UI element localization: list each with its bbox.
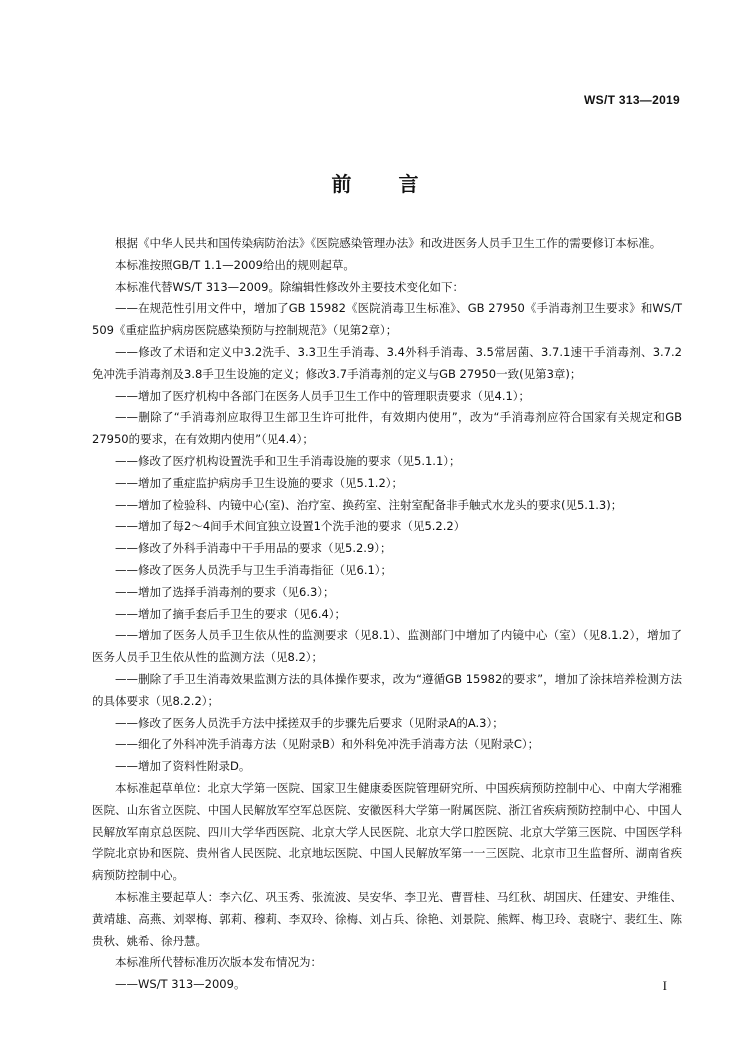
change-item: ——在规范性引用文件中，增加了GB 15982《医院消毒卫生标准》、GB 27950《手消毒剂卫生要求》和WS/T 509《重症监护病房医院感染预防与控制规范》（见第2章）； <box>92 301 682 338</box>
foreword-body <box>92 233 682 996</box>
change-item: ——增加了医疗机构中各部门在医务人员手卫生工作中的管理职责要求（见4.1）； <box>115 388 531 403</box>
paragraph: 本标准所代替标准历次版本发布情况为： <box>115 955 322 970</box>
change-item: ——删除了手卫生消毒效果监测方法的具体操作要求，改为“遵循GB 15982的要求”，增加了涂抹培养检测方法的具体要求（见8.2.2）； <box>92 671 682 708</box>
change-item: ——增加了摘手套后手卫生的要求（见6.4）； <box>115 606 347 621</box>
change-item: ——增加了重症监护病房手卫生设施的要求（见5.1.2）； <box>115 475 404 490</box>
page-number: I <box>662 978 667 993</box>
change-item: ——增加了资料性附录D。 <box>115 759 251 774</box>
change-item: ——修改了医疗机构设置洗手和卫生手消毒设施的要求（见5.1.1）； <box>115 453 461 468</box>
change-item: ——增加了每2～4间手术间宜独立设置1个洗手池的要求（见5.2.2） <box>115 519 466 534</box>
paragraph: 根据《中华人民共和国传染病防治法》《医院感染管理办法》和改进医务人员手卫生工作的需要修订本标准。 <box>115 236 662 250</box>
paragraph: 本标准代替WS/T 313—2009。除编辑性修改外主要技术变化如下： <box>115 279 464 294</box>
change-item: ——增加了选择手消毒剂的要求（见6.3）； <box>115 584 335 599</box>
change-item: ——修改了外科手消毒中干手用品的要求（见5.2.9）； <box>115 541 392 556</box>
change-item: ——修改了医务人员洗手方法中揉搓双手的步骤先后要求（见附录A的A.3）； <box>115 715 504 730</box>
paragraph: 本标准主要起草人：李六亿、巩玉秀、张流波、吴安华、李卫光、曹晋桂、马红秋、胡国庆、任建安、尹维佳、黄靖雄、高燕、刘翠梅、郭莉、穆莉、李双玲、徐梅、刘占兵、徐艳、刘景院、熊辉、梅卫玲、袁晓宁、裴红生、陈贵秋、姚希、徐丹慧。 <box>92 889 682 948</box>
change-item: ——WS/T 313—2009。 <box>115 977 246 992</box>
paragraph: 本标准按照GB/T 1.1—2009给出的规则起草。 <box>115 257 355 272</box>
change-item: ——细化了外科冲洗手消毒方法（见附录B）和外科免冲洗手消毒方法（见附录C）； <box>115 737 540 752</box>
paragraph: 本标准起草单位：北京大学第一医院、国家卫生健康委医院管理研究所、中国疾病预防控制中心、中南大学湘雅医院、山东省立医院、中国人民解放军空军总医院、安徽医科大学第一附属医院、浙江省疾病预防控制中心、中国人民解放军南京总医院、四川大学华西医院、北京大学人民医院、北京大学口腔医院、北京大学第三医院、中国医学科学院北京协和医院、贵州省人民医院、北京地坛医院、中国人民解放军第一一三医院、北京市卫生监督所、湖南省疾病预防控制中心。 <box>92 780 682 883</box>
document-code: WS/T 313—2019 <box>584 93 680 107</box>
page-title: 前 言 <box>331 172 439 196</box>
change-item: ——修改了医务人员洗手与卫生手消毒指征（见6.1）； <box>115 562 393 577</box>
change-item: ——增加了医务人员手卫生依从性的监测要求（见8.1）、监测部门中增加了内镜中心（室）（见8.1.2），增加了医务人员手卫生依从性的监测方法（见8.2）； <box>92 628 682 665</box>
change-item: ——增加了检验科、内镜中心(室)、治疗室、换药室、注射室配备非手触式水龙头的要求(见5.1.3)； <box>115 497 623 512</box>
change-item: ——删除了“手消毒剂应取得卫生部卫生许可批件，有效期内使用”，改为“手消毒剂应符合国家有关规定和GB 27950的要求，在有效期内使用”（见4.4）； <box>92 410 682 447</box>
change-item: ——修改了术语和定义中3.2洗手、3.3卫生手消毒、3.4外科手消毒、3.5常居菌、3.7.1速干手消毒剂、3.7.2免冲洗手消毒剂及3.8手卫生设施的定义；修改3.7手消毒剂的定义与GB 27950一致(见第3章)； <box>92 344 682 381</box>
